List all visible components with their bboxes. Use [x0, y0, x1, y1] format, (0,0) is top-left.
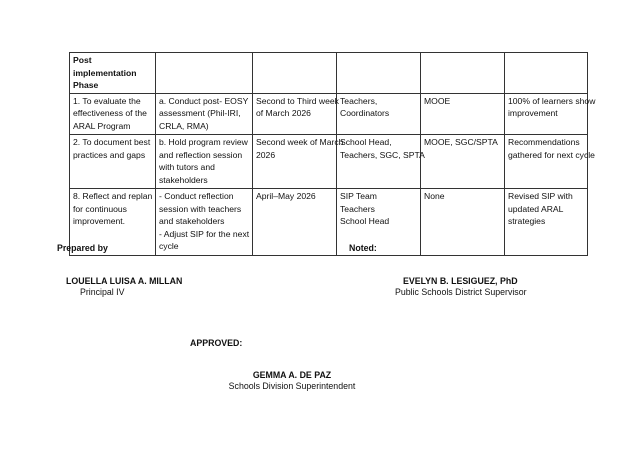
cell-text-line: Recommendations [508, 137, 580, 147]
approved-label: APPROVED: [190, 338, 243, 348]
cell-text-line: with tutors and [159, 162, 215, 172]
cell-text-line: Second week of March [256, 137, 344, 147]
cell-text-line: None [424, 191, 445, 201]
table-row [70, 189, 588, 256]
activity-cell [156, 135, 253, 189]
cell-text-line: Teachers, SGC, SPTA [340, 149, 425, 160]
expected-output-cell [505, 189, 588, 256]
cell-text-line: stakeholders [159, 174, 208, 185]
cell-text-line: Second to Third week [256, 95, 339, 106]
noted-label: Noted: [349, 243, 377, 253]
prepared-by-label: Prepared by [57, 243, 108, 253]
timeline-cell [253, 189, 337, 256]
cell-text-line: assessment (Phil-IRI, [159, 108, 241, 118]
preparer-name: LOUELLA LUISA A. MILLAN [66, 276, 183, 286]
phase-empty-cell [253, 53, 337, 94]
noter-name: EVELYN B. LESIGUEZ, PhD [403, 276, 518, 286]
cell-text-line: - Adjust SIP for the next [159, 228, 250, 239]
resources-cell [421, 189, 505, 256]
persons-responsible-cell [337, 135, 425, 189]
cell-text-line: improvement [508, 108, 558, 118]
objective-cell [70, 135, 156, 189]
cell-text-line: Revised SIP with [508, 191, 573, 201]
timeline-cell [253, 93, 337, 135]
cell-text-line: Teachers [340, 203, 375, 214]
cell-text-line: session with teachers [159, 203, 242, 214]
cell-text-line: updated ARAL [508, 203, 564, 214]
expected-output-cell [505, 135, 595, 189]
approver-position: Schools Division Superintendent [228, 381, 356, 391]
phase-empty-cell [156, 53, 253, 94]
persons-responsible-cell [337, 93, 421, 135]
phase-label: Post implementation Phase [70, 53, 156, 94]
expected-output-cell [505, 93, 596, 135]
cell-text-line: 1. To evaluate the [73, 95, 141, 106]
phase-empty-cell [505, 53, 588, 94]
cell-text-line: and stakeholders [159, 216, 225, 226]
timeline-cell [253, 135, 344, 189]
cell-text-line: ARAL Program [73, 120, 131, 131]
noter-position: Public Schools District Supervisor [395, 287, 527, 297]
cell-text-line: of March 2026 [256, 108, 311, 118]
resources-cell [421, 135, 505, 189]
cell-text-line: April–May 2026 [256, 191, 316, 201]
table-row [70, 135, 588, 189]
phase-empty-cell [337, 53, 421, 94]
cell-text-line: Coordinators [340, 108, 390, 118]
phase-empty-cell [421, 53, 505, 94]
cell-text-line: for continuous [73, 203, 127, 214]
resources-cell [421, 93, 505, 135]
implementation-plan-table [69, 52, 596, 256]
cell-text-line: a. Conduct post- EOSY [159, 95, 249, 106]
preparer-position: Principal IV [80, 287, 125, 297]
cell-text-line: improvement. [73, 216, 126, 226]
cell-text-line: School Head [340, 216, 390, 226]
cell-text-line: and reflection session [159, 149, 243, 160]
cell-text-line: MOOE, SGC/SPTA [424, 137, 498, 147]
cell-text-line: effectiveness of the [73, 108, 147, 118]
activity-cell [156, 93, 253, 135]
table-body [70, 53, 596, 256]
cell-text-line: 2026 [256, 149, 276, 160]
phase-row [70, 53, 588, 94]
cell-text-line: CRLA, RMA) [159, 120, 209, 131]
cell-text-line: MOOE [424, 95, 451, 106]
cell-text-line: SIP Team [340, 191, 377, 201]
cell-text-line: cycle [159, 241, 179, 251]
cell-text-line: 8. Reflect and replan [73, 191, 153, 201]
cell-text-line: practices and gaps [73, 149, 146, 160]
cell-text-line: gathered for next cycle [508, 149, 595, 160]
objective-cell [70, 93, 156, 135]
cell-text-line: School Head, [340, 137, 392, 147]
cell-text-line: b. Hold program review [159, 137, 248, 147]
cell-text-line: 2. To document best [73, 137, 151, 147]
approver-name: GEMMA A. DE PAZ [252, 370, 332, 380]
cell-text-line: - Conduct reflection [159, 191, 234, 201]
cell-text-line: 100% of learners show [508, 95, 596, 106]
cell-text-line: Teachers, [340, 95, 378, 106]
activity-cell [156, 189, 253, 256]
cell-text-line: strategies [508, 216, 546, 226]
table-row [70, 93, 588, 135]
